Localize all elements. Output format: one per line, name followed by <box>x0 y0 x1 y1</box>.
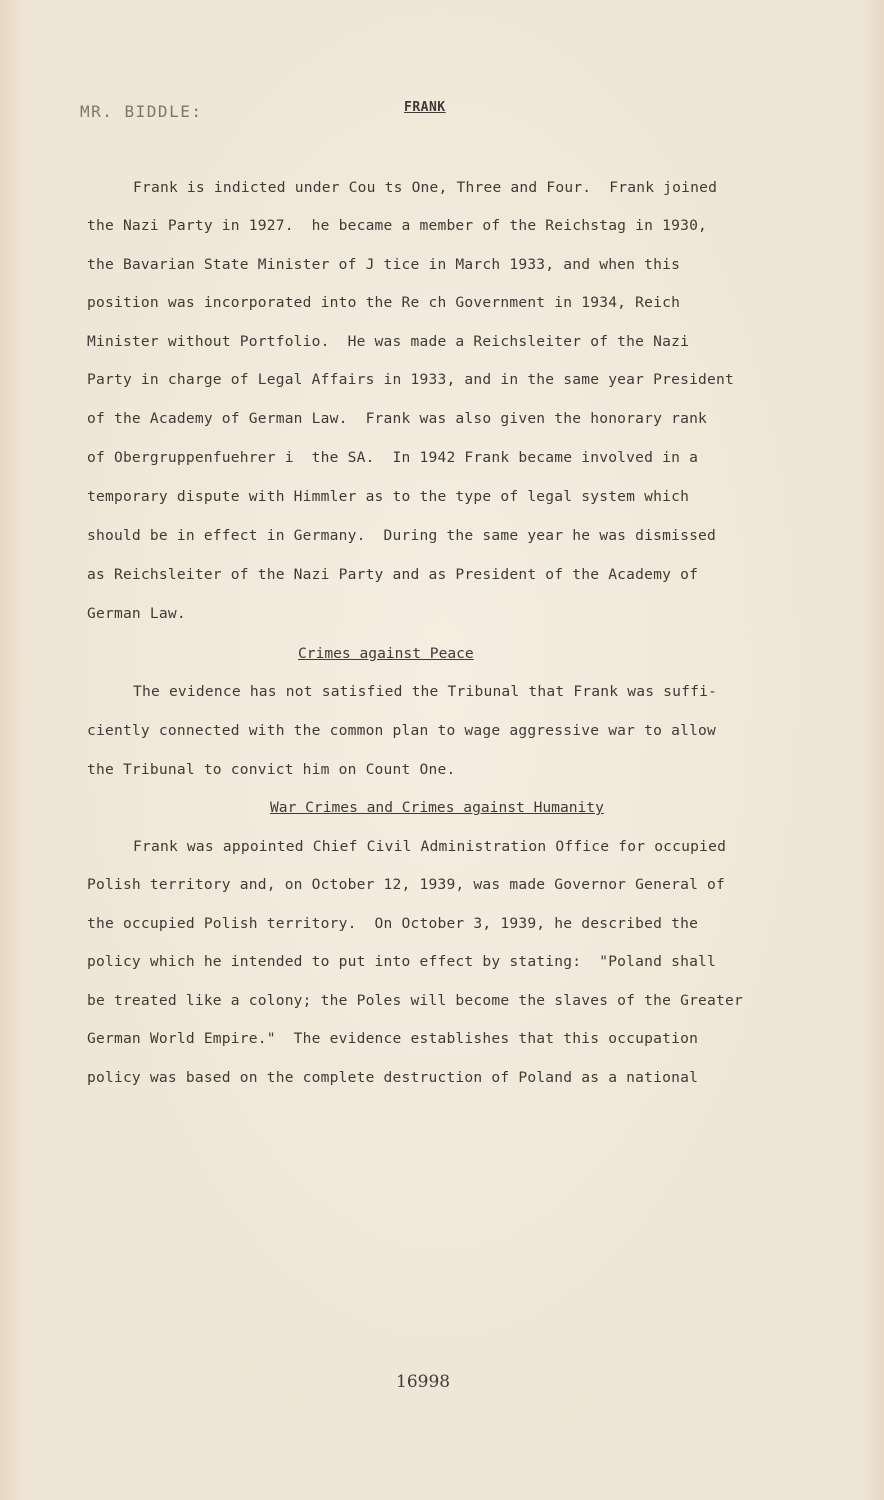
paragraph-line: as Reichsleiter of the Nazi Party and as President of the Academy of <box>87 566 699 583</box>
paragraph-line: position was incorporated into the Re ch Government in 1934, Reich <box>87 294 681 311</box>
paragraph-line: Polish territory and, on October 12, 1939, was made Governor General of <box>87 876 726 893</box>
paragraph-line: the occupied Polish territory. On October 3, 1939, he described the <box>87 915 699 932</box>
paragraph-line: policy which he intended to put into effect by stating: "Poland shall <box>87 953 717 970</box>
paragraph-line: Frank is indicted under Cou ts One, Three and Four. Frank joined <box>133 179 718 196</box>
paragraph-line: the Nazi Party in 1927. he became a member of the Reichstag in 1930, <box>87 217 708 234</box>
page-number: 16998 <box>396 1372 451 1392</box>
paragraph-line: the Tribunal to convict him on Count One. <box>87 761 456 778</box>
paragraph-line: ciently connected with the common plan to wage aggressive war to allow <box>87 722 717 739</box>
speaker-label: MR. BIDDLE: <box>80 102 203 121</box>
paragraph-line: temporary dispute with Himmler as to the type of legal system which <box>87 488 690 505</box>
paragraph-line: Party in charge of Legal Affairs in 1933, and in the same year President <box>87 371 735 388</box>
paragraph-line: Frank was appointed Chief Civil Administration Office for occupied <box>133 838 727 855</box>
paragraph-line: be treated like a colony; the Poles will become the slaves of the Greater <box>87 992 743 1009</box>
paragraph-line: of the Academy of German Law. Frank was also given the honorary rank <box>87 410 708 427</box>
paragraph-line: should be in effect in Germany. During the same year he was dismissed <box>87 527 717 544</box>
paragraph-line: German World Empire." The evidence establishes that this occupation <box>87 1030 699 1047</box>
paragraph-line: the Bavarian State Minister of J tice in March 1933, and when this <box>87 256 681 273</box>
page-title: FRANK <box>404 100 446 115</box>
section-heading-war-crimes: War Crimes and Crimes against Humanity <box>270 799 604 816</box>
paragraph-line: of Obergruppenfuehrer i the SA. In 1942 Frank became involved in a <box>87 449 699 466</box>
paragraph-line: German Law. <box>87 605 186 622</box>
paragraph-line: Minister without Portfolio. He was made a Reichsleiter of the Nazi <box>87 333 690 350</box>
paragraph-line: policy was based on the complete destruction of Poland as a national <box>87 1069 699 1086</box>
section-heading-crimes-against-peace: Crimes against Peace <box>298 645 474 662</box>
paragraph-line: The evidence has not satisfied the Tribunal that Frank was suffi- <box>133 683 718 700</box>
